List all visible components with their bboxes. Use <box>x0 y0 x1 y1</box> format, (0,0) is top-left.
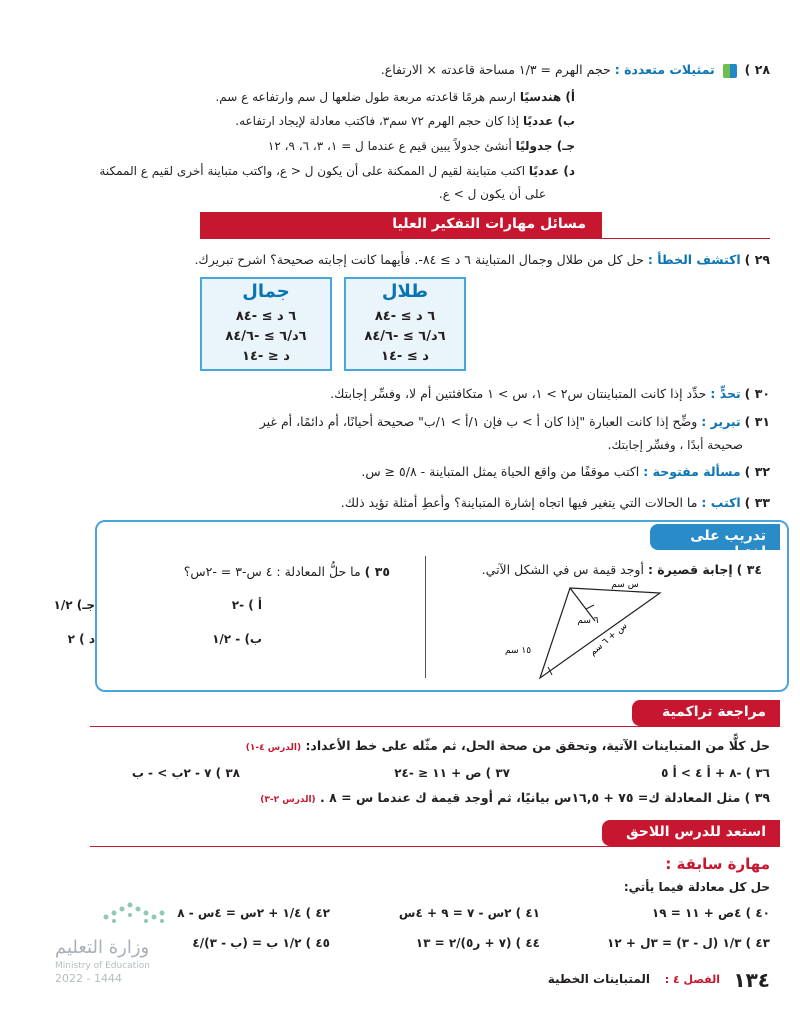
outer-triangle <box>540 588 660 678</box>
test-practice-band <box>650 524 780 560</box>
jamal-solution-box <box>200 277 332 371</box>
talal-step-2: ٦د/٦ ≥ -٨٤/٦ <box>364 329 446 344</box>
q29-number: ٢٩ ) <box>744 252 770 267</box>
triangle-figure <box>490 583 670 683</box>
right-angle-mark-1 <box>586 605 594 609</box>
q29-text: حل كل من طلال وجمال المتباينة ٦ د ≥ ٨٤-. فأيهما كانت إجابته صحيحة؟ اشرح تبريرك. <box>194 252 644 267</box>
q28-text: حجم الهرم = ١/٣ مساحة قاعدته × الارتفاع. <box>380 62 611 77</box>
q35 <box>184 564 390 579</box>
ministry-logo <box>100 895 172 925</box>
q28-a-label: أ) هندسيًا <box>519 90 575 104</box>
review-lesson-ref-2: (الدرس ٢-٣) <box>260 795 316 805</box>
q36: ٣٦ ) -٨ + أ ٤ > أ ٥ <box>661 766 770 780</box>
q30-label: تحدٍّ : <box>710 386 741 401</box>
q28-b-text: إذا كان حجم الهرم ٧٢ سم٣، فاكتب معادلة لإيجاد ارتفاعه. <box>235 114 520 128</box>
q30-text: حدِّد إذا كانت المتباينتان س٢ > ١، س > ١ متكافئتين أم لا، وفسِّر إجابتك. <box>330 386 707 401</box>
q31-label: تبرير : <box>701 414 741 429</box>
review-title: مراجعة تراكمية <box>661 704 766 720</box>
q35-option-a[interactable]: أ ) -٢ <box>231 598 262 612</box>
q34-text: أوجد قيمة س في الشكل الآتي. <box>481 562 644 577</box>
ready-instructions: حل كل معادلة فيما يأتي: <box>623 880 770 894</box>
q35-number: ٣٥ ) <box>364 564 390 579</box>
ministry-years: 2022 - 1444 <box>55 972 122 985</box>
q35-text: ما حلُّ المعادلة : ٤ س-٣ = -٢س؟ <box>183 564 361 579</box>
get-ready-rule <box>90 846 780 847</box>
q28-number: ٢٨ ) <box>744 62 770 77</box>
q34 <box>482 562 762 577</box>
prior-skill-heading: مهارة سابقة : <box>665 855 770 873</box>
q32-number: ٣٢ ) <box>744 464 770 479</box>
review-rule <box>90 726 780 727</box>
higher-thinking-band <box>200 212 602 238</box>
q28-label: تمثيلات متعددة : <box>614 62 715 77</box>
fig-label-6: ٦ سم <box>577 616 599 626</box>
q31 <box>260 414 770 429</box>
q28-b-label: ب) عدديًا <box>522 114 575 128</box>
q34-label: إجابة قصيرة : <box>647 562 733 577</box>
q31-text: وضِّح إذا كانت العبارة "إذا كان أ > ب فإن ١/أ > ١/ب" صحيحة أحيانًا، أم دائمًا، أم غير <box>259 414 698 429</box>
panel-divider <box>425 556 426 678</box>
chapter-title: المتباينات الخطية <box>547 972 650 986</box>
q29-label: اكتشف الخطأ : <box>647 252 741 267</box>
q28-b <box>235 114 575 128</box>
q37: ٣٧ ) ص + ١١ ≤ -٢٤ <box>394 766 510 780</box>
q28-a-text: ارسم هرمًا قاعدته مربعة طول ضلعها ل سم وارتفاعه ع سم. <box>215 90 517 104</box>
q28-d <box>99 164 575 178</box>
higher-thinking-rule <box>200 238 770 239</box>
q29 <box>194 252 770 267</box>
talal-solution-box <box>344 277 466 371</box>
q32-label: مسألة مفتوحة : <box>643 464 741 479</box>
q28-d-text: اكتب متباينة لقيم ل الممكنة على أن يكون ل < ع، واكتب متباينة أخرى لقيم ع الممكنة <box>99 164 526 178</box>
chapter-label: الفصل ٤ : <box>664 973 720 986</box>
q33-label: اكتب : <box>701 495 741 510</box>
ministry-name-ar: وزارة التعليم <box>55 937 150 958</box>
q32 <box>361 464 770 479</box>
jamal-step-2: ٦د/٦ ≥ -٨٤/٦ <box>225 329 307 344</box>
q33-number: ٣٣ ) <box>744 495 770 510</box>
q33 <box>341 495 770 510</box>
q30 <box>330 386 770 401</box>
q42: ٤٢ ) ١/٤ + ٢س = ٤س - ٨ <box>177 906 330 920</box>
q41: ٤١ ) ٢س - ٧ = ٩ + ٤س <box>398 906 540 920</box>
q35-option-c[interactable]: جـ) ١/٢ <box>53 598 95 612</box>
review-instr-text: حل كلًّا من المتباينات الآتية، وتحقق من صحة الحل، ثم مثّله على خط الأعداد: <box>305 738 770 753</box>
page-number: ١٣٤ <box>733 968 770 992</box>
fig-label-15: ١٥ سم <box>504 646 532 656</box>
multiple-representations-icon <box>723 64 737 78</box>
q44: ٤٤ ) (٧ + ر٥)/٢ = ١٣ <box>415 936 540 950</box>
q45: ٤٥ ) ١/٢ ب = (ب - ٣)/٤ <box>192 936 330 950</box>
get-ready-title: استعد للدرس اللاحق <box>626 824 766 840</box>
q31-text-cont: صحيحة أبدًا ، وفسِّر إجابتك. <box>607 438 743 452</box>
fig-label-s: س سم <box>611 583 639 590</box>
test-practice-title: تدريب على اختبار <box>690 528 766 560</box>
q38: ٣٨ ) ٧ - ٢ب > - ب <box>131 766 240 780</box>
review-instructions <box>246 738 770 753</box>
ministry-dots-icon <box>100 895 172 925</box>
q40: ٤٠ ) ٤ص + ١١ = ١٩ <box>651 906 770 920</box>
q35-option-d[interactable]: د ) ٢ <box>67 632 95 646</box>
right-angle-mark-2 <box>548 667 552 675</box>
q33-text: ما الحالات التي يتغير فيها اتجاه إشارة المتباينة؟ وأعطِ أمثلة تؤيد ذلك. <box>340 495 698 510</box>
q34-number: ٣٤ ) <box>736 562 762 577</box>
review-lesson-ref-1: (الدرس ٤-١) <box>245 743 302 753</box>
talal-step-3: د ≥ -١٤ <box>381 349 429 364</box>
q32-text: اكتب موقفًا من واقع الحياة يمثل المتباينة - ٥/٨ ≤ س. <box>361 464 640 479</box>
ministry-name-en: Ministry of Education <box>55 961 150 971</box>
q43: ٤٣ ) ١/٣ (ل - ٣) = ٣ل + ١٢ <box>607 936 770 950</box>
q35-option-b[interactable]: ب) - ١/٢ <box>212 632 262 646</box>
q39-text: ٣٩ ) مثل المعادلة ك= ٧٥ + ١٦,٥س بيانيًا، ثم أوجد قيمة ك عندما س = ٨ . <box>320 790 770 805</box>
jamal-step-1: ٦ د ≥ -٨٤ <box>235 309 297 324</box>
q28-c <box>268 139 575 153</box>
q28-d-label: د) عدديًا <box>528 164 575 178</box>
q39 <box>260 790 770 805</box>
q28-c-text: أنشئ جدولاً يبين قيم ع عندما ل = ١، ٣، ٦، ٩، ١٢ <box>267 139 512 153</box>
talal-step-1: ٦ د ≥ -٨٤ <box>374 309 436 324</box>
q28-d-cont: على أن يكون ل > ع. <box>438 187 546 201</box>
get-ready-band <box>602 820 780 846</box>
review-band <box>632 700 780 726</box>
q28-c-label: جـ) جدوليًا <box>515 139 575 153</box>
talal-name: طلال <box>381 281 429 302</box>
jamal-step-3: د ≤ -١٤ <box>242 349 290 364</box>
higher-thinking-title: مسائل مهارات التفكير العليا <box>392 216 586 232</box>
q31-number: ٣١ ) <box>744 414 770 429</box>
q30-number: ٣٠ ) <box>744 386 770 401</box>
fig-label-x6: س + ٦ سم <box>588 621 630 658</box>
jamal-name: جمال <box>242 281 290 302</box>
q28-a <box>215 90 575 104</box>
q28-header <box>381 62 770 78</box>
